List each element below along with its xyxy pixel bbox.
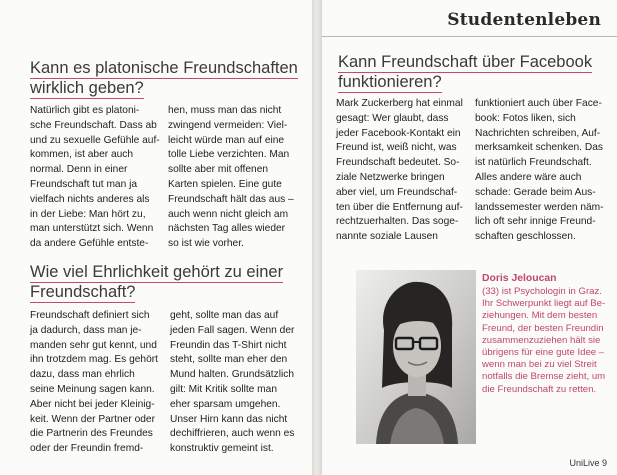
article1-column-2 — [168, 104, 294, 252]
profile-bio-line: wenn man bei zu viel Streit — [482, 359, 597, 371]
page-folio: UniLive 9 — [569, 458, 607, 468]
text-line: Mark Zuckerberg hat einmal — [336, 98, 463, 109]
article2-column-1 — [30, 309, 158, 457]
profile-name: Doris Jeloucan — [482, 273, 557, 284]
text-line: schaften geschlossen. — [475, 231, 576, 243]
profile-bio-line: übrigens für eine gute Idee – — [482, 347, 605, 359]
text-line: konstruktiv gemeint ist. — [170, 443, 274, 455]
text-line: kommen, ist aber auch — [30, 149, 134, 161]
text-line: ist natürlich Freundschaft. — [475, 157, 592, 169]
text-line: tolle Liebe verzichten. Man — [168, 149, 290, 161]
profile-bio-line: Ihr Schwerpunkt liegt auf Be- — [482, 298, 606, 310]
text-line: ihn trotzdem mag. Es gehört — [30, 354, 158, 366]
heading-line: Wie viel Ehrlichkeit gehört zu einer — [30, 263, 284, 281]
heading-line: funktionieren? — [338, 73, 442, 91]
text-line: aber viel, um Freundschaf- — [336, 186, 458, 198]
portrait-photo — [356, 270, 476, 444]
text-line: gesagt: Wer glaubt, dass — [336, 112, 449, 124]
text-line: Nachrichten schreiben, Auf- — [475, 127, 601, 139]
text-line: keit. Wenn der Partner oder — [30, 413, 155, 425]
text-line: auch wenn nicht gleich am — [168, 208, 289, 220]
text-line: merksamkeit schenken. Das — [475, 142, 603, 154]
text-line: Unser Hirn kann das nicht — [170, 413, 288, 425]
text-line: Freundschaft hält das aus – — [168, 193, 294, 205]
profile-bio-line: Freund, der besten Freundin — [482, 322, 604, 334]
text-line: landssemester werden näm- — [475, 201, 604, 213]
text-line: dechiffrieren, auch wenn es — [170, 428, 295, 440]
article-heading-platonic — [30, 58, 298, 98]
heading-line: wirklich geben? — [30, 79, 144, 97]
text-line: leicht würde man auf eine — [168, 134, 285, 146]
text-line: in der Liebe: Man hört zu, — [30, 208, 146, 220]
text-line: ja dadurch, dass man je- — [30, 324, 142, 336]
text-line: Alles andere wäre auch — [475, 171, 582, 183]
profile-bio-line: zusammenzuziehen hält sie — [482, 334, 601, 346]
profile-bio-line: ziehungen. Mit dem besten — [482, 310, 598, 322]
text-line: geht, sollte man das auf — [170, 310, 279, 321]
text-line: man unterstützt sich. Wenn — [30, 223, 154, 235]
section-title: Studentenleben — [447, 10, 601, 30]
article-heading-facebook — [338, 52, 592, 92]
article2-column-2 — [170, 309, 294, 457]
text-line: oder der Freundin fremd- — [30, 443, 144, 455]
profile-bio-line: notfalls die Bremse zieht, um — [482, 371, 606, 383]
text-line: dazu, dass man ehrlich — [30, 369, 135, 381]
heading-line: Freundschaft? — [30, 283, 136, 301]
text-line: book: Fotos liken, sich — [475, 112, 576, 124]
heading-line: Kann Freundschaft über Facebook — [338, 53, 593, 71]
text-line: steht, sollte man eher den — [170, 354, 288, 366]
article-heading-honesty — [30, 262, 283, 302]
text-line: nächsten Tag alles wieder — [168, 223, 286, 235]
text-line: Freundschaft definiert sich — [30, 310, 150, 321]
text-line: Freundschaft bedeutet. So- — [336, 157, 460, 169]
text-line: lich oft sehr innige Freund- — [475, 216, 596, 228]
text-line: ziale Netzwerke bringen — [336, 171, 445, 183]
header-rule — [322, 36, 617, 37]
text-line: hen, muss man das nicht — [168, 105, 282, 116]
page-gutter — [312, 0, 322, 475]
text-line: Freund ist, weiß nicht, was — [336, 142, 457, 154]
right-page — [322, 0, 617, 475]
text-line: Karten spielen. Eine gute — [168, 178, 282, 190]
text-line: jeden Fall sagen. Wenn der — [170, 324, 295, 336]
text-line: sche Freundschaft. Dass ab — [30, 119, 157, 131]
text-line: manden sehr gut kennt, und — [30, 339, 157, 351]
text-line: Freundschaft tut man ja — [30, 178, 138, 190]
article1-column-1 — [30, 104, 160, 252]
text-line: seine Meinung sagen kann. — [30, 383, 155, 395]
text-line: und zu sexuelle Gefühle auf- — [30, 134, 160, 146]
text-line: ten über die Entfernung auf- — [336, 201, 463, 213]
heading-line: Kann es platonische Freundschaften — [30, 59, 298, 77]
profile-caption — [482, 272, 612, 396]
text-line: sollte aber mit offenen — [168, 164, 269, 176]
profile-bio-line: (33) ist Psychologin in Graz. — [482, 286, 602, 297]
text-line: vielfach nichts anderes als — [30, 193, 150, 205]
text-line: schade: Gerade beim Aus- — [475, 186, 596, 198]
text-line: jeder Facebook-Kontakt ein — [336, 127, 461, 139]
text-line: funktioniert auch über Face- — [475, 98, 602, 109]
article3-column-2 — [475, 97, 604, 245]
text-line: Freundin das T-Shirt nicht — [170, 339, 287, 351]
text-line: Aber nicht bei jeder Kleinig- — [30, 398, 155, 410]
text-line: rechtzuerhalten. Das soge- — [336, 216, 459, 228]
text-line: zwingend vermeiden: Viel- — [168, 119, 288, 131]
text-line: die Partnerin des Freundes — [30, 428, 153, 440]
portrait-illustration — [356, 270, 476, 444]
text-line: normal. Denn in einer — [30, 164, 128, 176]
text-line: gilt: Mit Kritik sollte man — [170, 383, 277, 395]
text-line: da andere Gefühle entste- — [30, 238, 149, 250]
text-line: so ist wie vorher. — [168, 238, 244, 250]
text-line: Mund halten. Grundsätzlich — [170, 369, 295, 381]
article3-column-1 — [336, 97, 463, 245]
text-line: nannte soziale Lausen — [336, 231, 438, 243]
profile-bio-line: die Freundschaft zu retten. — [482, 383, 597, 395]
text-line: eher sparsam umgehen. — [170, 398, 281, 410]
text-line: Natürlich gibt es platoni- — [30, 105, 140, 116]
